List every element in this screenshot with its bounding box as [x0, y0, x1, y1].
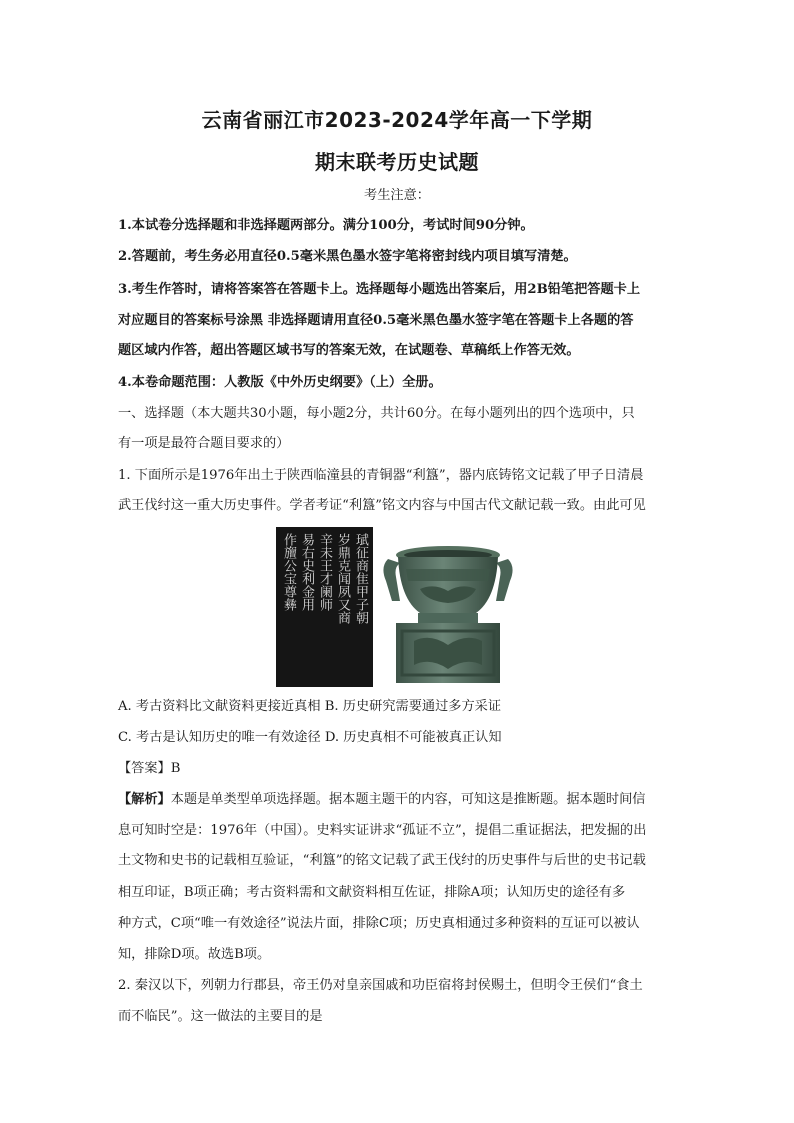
rubbing-column: 珷征商隹甲子朝	[353, 533, 368, 624]
notice-item-2: 2.答题前，考生务必用直径0.5毫米黑色墨水签字笔将密封线内项目填写清楚。	[118, 249, 577, 264]
question-1-stem-line1: 1. 下面所示是1976年出土于陕西临潼县的青铜器“利簋”，器内底铸铭文记载了甲子日清晨	[118, 468, 644, 483]
notice-item-4: 4.本卷命题范围：人教版《中外历史纲要》（上）全册。	[118, 375, 442, 390]
analysis-line2: 息可知时空是：1976年（中国）。史料实证讲求“孤证不立”，提倡二重证据法，把发掘的出	[118, 823, 647, 838]
notice-item-3-line1: 3.考生作答时，请将答案答在答题卡上。选择题每小题选出答案后，用2B铅笔把答题卡上	[118, 282, 641, 297]
analysis-line1	[118, 791, 678, 809]
analysis-line3: 土文物和史书的记载相互验证，“利簋”的铭文记载了武王伐纣的历史事件与后世的史书记载	[118, 853, 646, 868]
bronze-gui-vessel-image	[380, 537, 516, 687]
section-heading-line2: 有一项是最符合题目要求的）	[118, 436, 290, 451]
notice-item-1: 1.本试卷分选择题和非选择题两部分。满分100分，考试时间90分钟。	[118, 218, 534, 233]
analysis-text: 本题是单类型单项选择题。据本题主题干的内容，可知这是推断题。据本题时间信	[170, 792, 646, 807]
rubbing-column: 岁鼎克闻夙又商	[335, 533, 350, 624]
analysis-label: 【解析】	[118, 792, 171, 807]
question-2-stem-line2: 而不临民”。这一做法的主要目的是	[118, 1009, 323, 1024]
rubbing-column: 易右史利金用	[299, 533, 314, 611]
question-1-answer: 【答案】B	[118, 761, 181, 776]
question-1-options-cd: C. 考古是认知历史的唯一有效途径 D. 历史真相不可能被真正认知	[118, 730, 502, 745]
rubbing-column: 作旜公宝尊彝	[281, 533, 296, 611]
inscription-rubbing-image	[276, 527, 373, 687]
question-1-figure	[276, 527, 516, 689]
notice-item-3-line2: 对应题目的答案标号涂黑 非选择题请用直径0.5毫米黑色墨水签字笔在答题卡上各题的答	[118, 313, 634, 328]
analysis-line6: 知，排除D项。故选B项。	[118, 947, 271, 962]
question-2-stem-line1: 2. 秦汉以下，列朝力行郡县，帝王仍对皇亲国戚和功臣宿将封侯赐土，但明令王侯们“食土	[118, 978, 643, 993]
question-1-options-ab: A. 考古资料比文献资料更接近真相 B. 历史研究需要通过多方采证	[118, 699, 502, 714]
exam-title-line2: 期末联考历史试题	[315, 150, 479, 174]
notice-heading: 考生注意：	[364, 188, 430, 203]
rubbing-column: 辛未王才阑师	[317, 533, 332, 611]
analysis-line5: 种方式，C项“唯一有效途径”说法片面，排除C项；历史真相通过多种资料的互证可以被认	[118, 916, 640, 931]
exam-title-line1: 云南省丽江市2023-2024学年高一下学期	[201, 108, 593, 132]
question-1-stem-line2: 武王伐纣这一重大历史事件。学者考证“利簋”铭文内容与中国古代文献记载一致。由此可见	[118, 498, 646, 513]
analysis-line4: 相互印证，B项正确；考古资料需和文献资料相互佐证，排除A项；认知历史的途径有多	[118, 885, 626, 900]
notice-item-3-line3: 题区域内作答，超出答题区域书写的答案无效，在试题卷、草稿纸上作答无效。	[118, 343, 580, 358]
section-heading-line1: 一、选择题（本大题共30小题，每小题2分，共计60分。在每小题列出的四个选项中，只	[118, 406, 635, 421]
